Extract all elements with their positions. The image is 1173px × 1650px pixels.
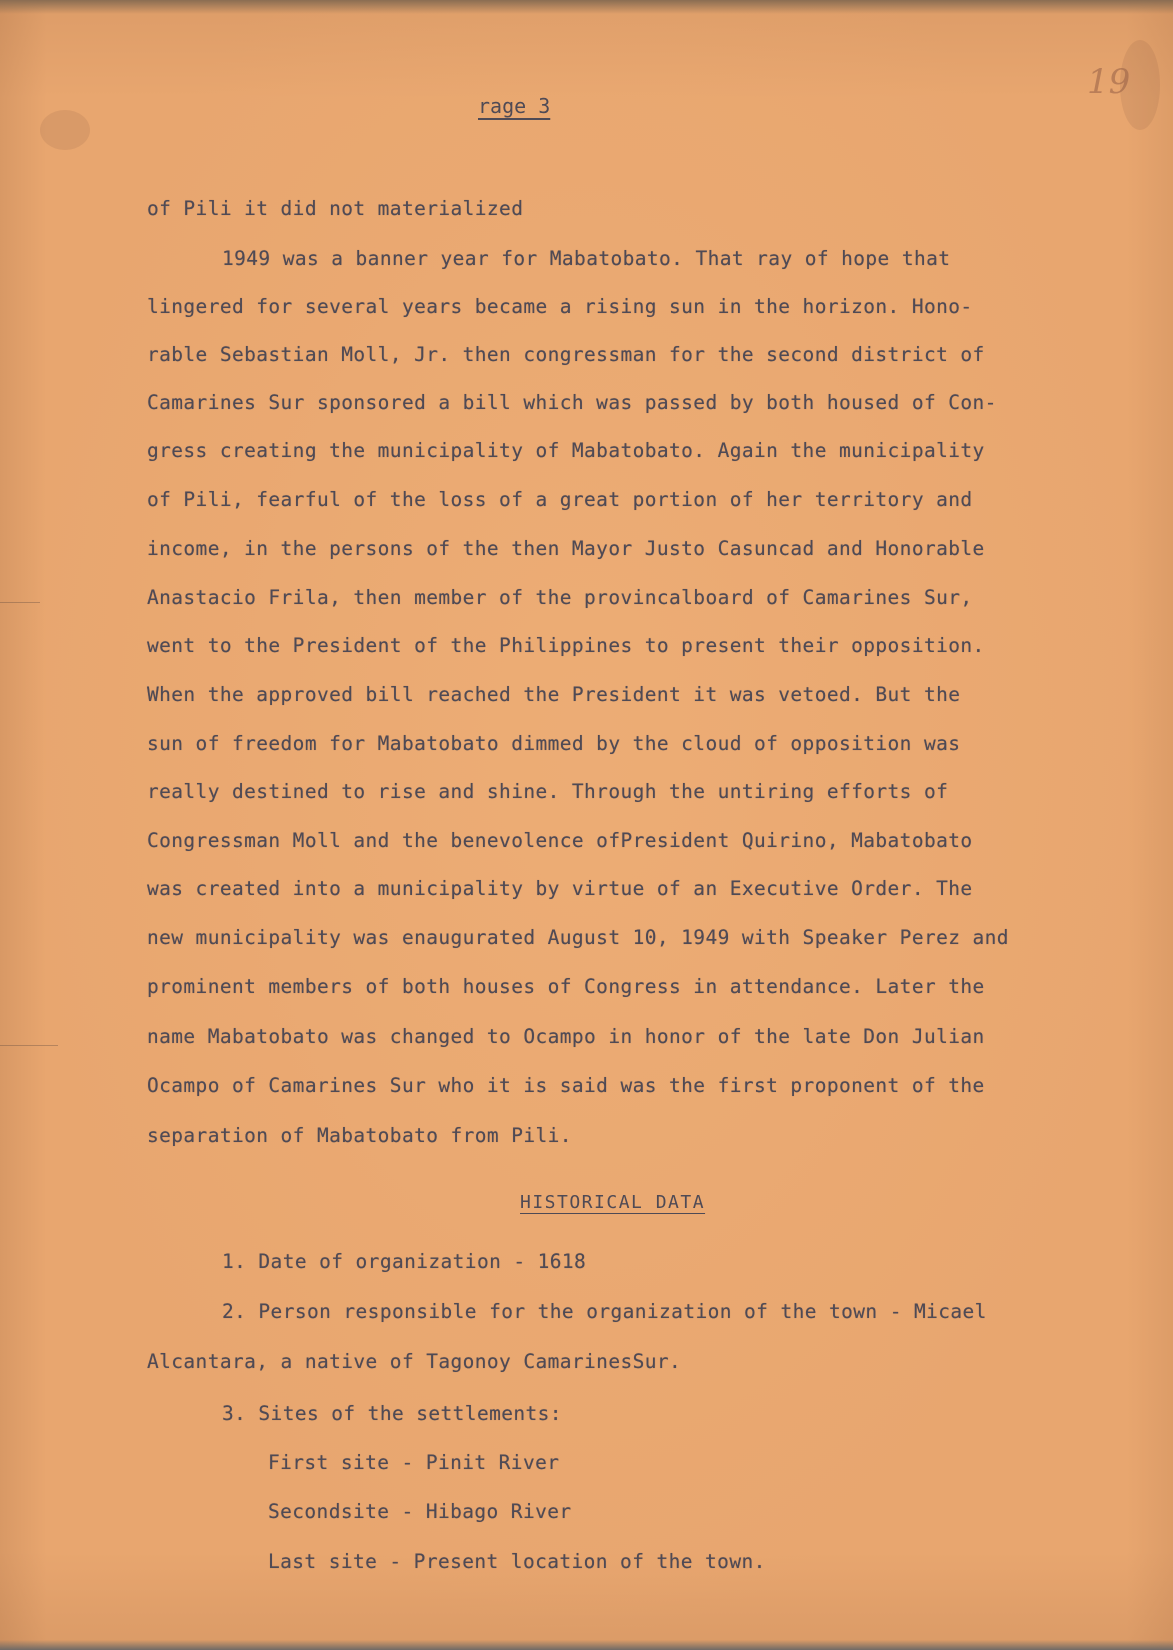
list-item: First site - Pinit River — [268, 1451, 560, 1474]
section-heading: HISTORICAL DATA — [520, 1192, 706, 1213]
body-line: rable Sebastian Moll, Jr. then congressman for the second district of — [147, 343, 985, 366]
body-line: gress creating the municipality of Mabatobato. Again the municipality — [147, 439, 985, 462]
body-line: of Pili it did not materialized — [147, 197, 524, 220]
body-line: new municipality was enaugurated August 10, 1949 with Speaker Perez and — [147, 926, 1009, 949]
list-item: 1. Date of organization - 1618 — [222, 1250, 587, 1273]
list-item: Alcantara, a native of Tagonoy CamarinesSur. — [147, 1350, 682, 1373]
body-line: prominent members of both houses of Congress in attendance. Later the — [147, 975, 985, 998]
body-line: Ocampo of Camarines Sur who it is said was the first proponent of the — [147, 1074, 985, 1097]
stain-mark — [40, 110, 90, 150]
body-line: 1949 was a banner year for Mabatobato. That ray of hope that — [222, 247, 951, 270]
body-line: Camarines Sur sponsored a bill which was passed by both housed of Con- — [147, 391, 997, 414]
page-top-edge — [0, 0, 1173, 14]
body-line: of Pili, fearful of the loss of a great portion of her territory and — [147, 488, 973, 511]
body-line: was created into a municipality by virtue of an Executive Order. The — [147, 877, 973, 900]
list-item: 3. Sites of the settlements: — [222, 1402, 562, 1425]
list-item: Last site - Present location of the town. — [268, 1550, 766, 1573]
body-line: Congressman Moll and the benevolence ofPresident Quirino, Mabatobato — [147, 829, 973, 852]
body-line: lingered for several years became a rising sun in the horizon. Hono- — [147, 295, 973, 318]
body-line: went to the President of the Philippines to present their opposition. — [147, 634, 985, 657]
body-line: really destined to rise and shine. Through the untiring efforts of — [147, 780, 949, 803]
body-line: sun of freedom for Mabatobato dimmed by the cloud of opposition was — [147, 732, 961, 755]
handwritten-page-mark: 19 — [1087, 62, 1131, 102]
body-line: Anastacio Frila, then member of the provincalboard of Camarines Sur, — [147, 586, 973, 609]
list-item: Secondsite - Hibago River — [268, 1500, 572, 1523]
body-line: When the approved bill reached the President it was vetoed. But the — [147, 683, 961, 706]
body-line: separation of Mabatobato from Pili. — [147, 1124, 572, 1147]
body-line: income, in the persons of the then Mayor Justo Casuncad and Honorable — [147, 537, 985, 560]
paper-crease — [0, 1045, 58, 1046]
page-bottom-edge — [0, 1640, 1173, 1650]
paper-crease — [0, 602, 40, 603]
body-line: name Mabatobato was changed to Ocampo in honor of the late Don Julian — [147, 1025, 985, 1048]
page-number: rage 3 — [478, 94, 551, 118]
list-item: 2. Person responsible for the organization of the town - Micael — [222, 1300, 987, 1323]
